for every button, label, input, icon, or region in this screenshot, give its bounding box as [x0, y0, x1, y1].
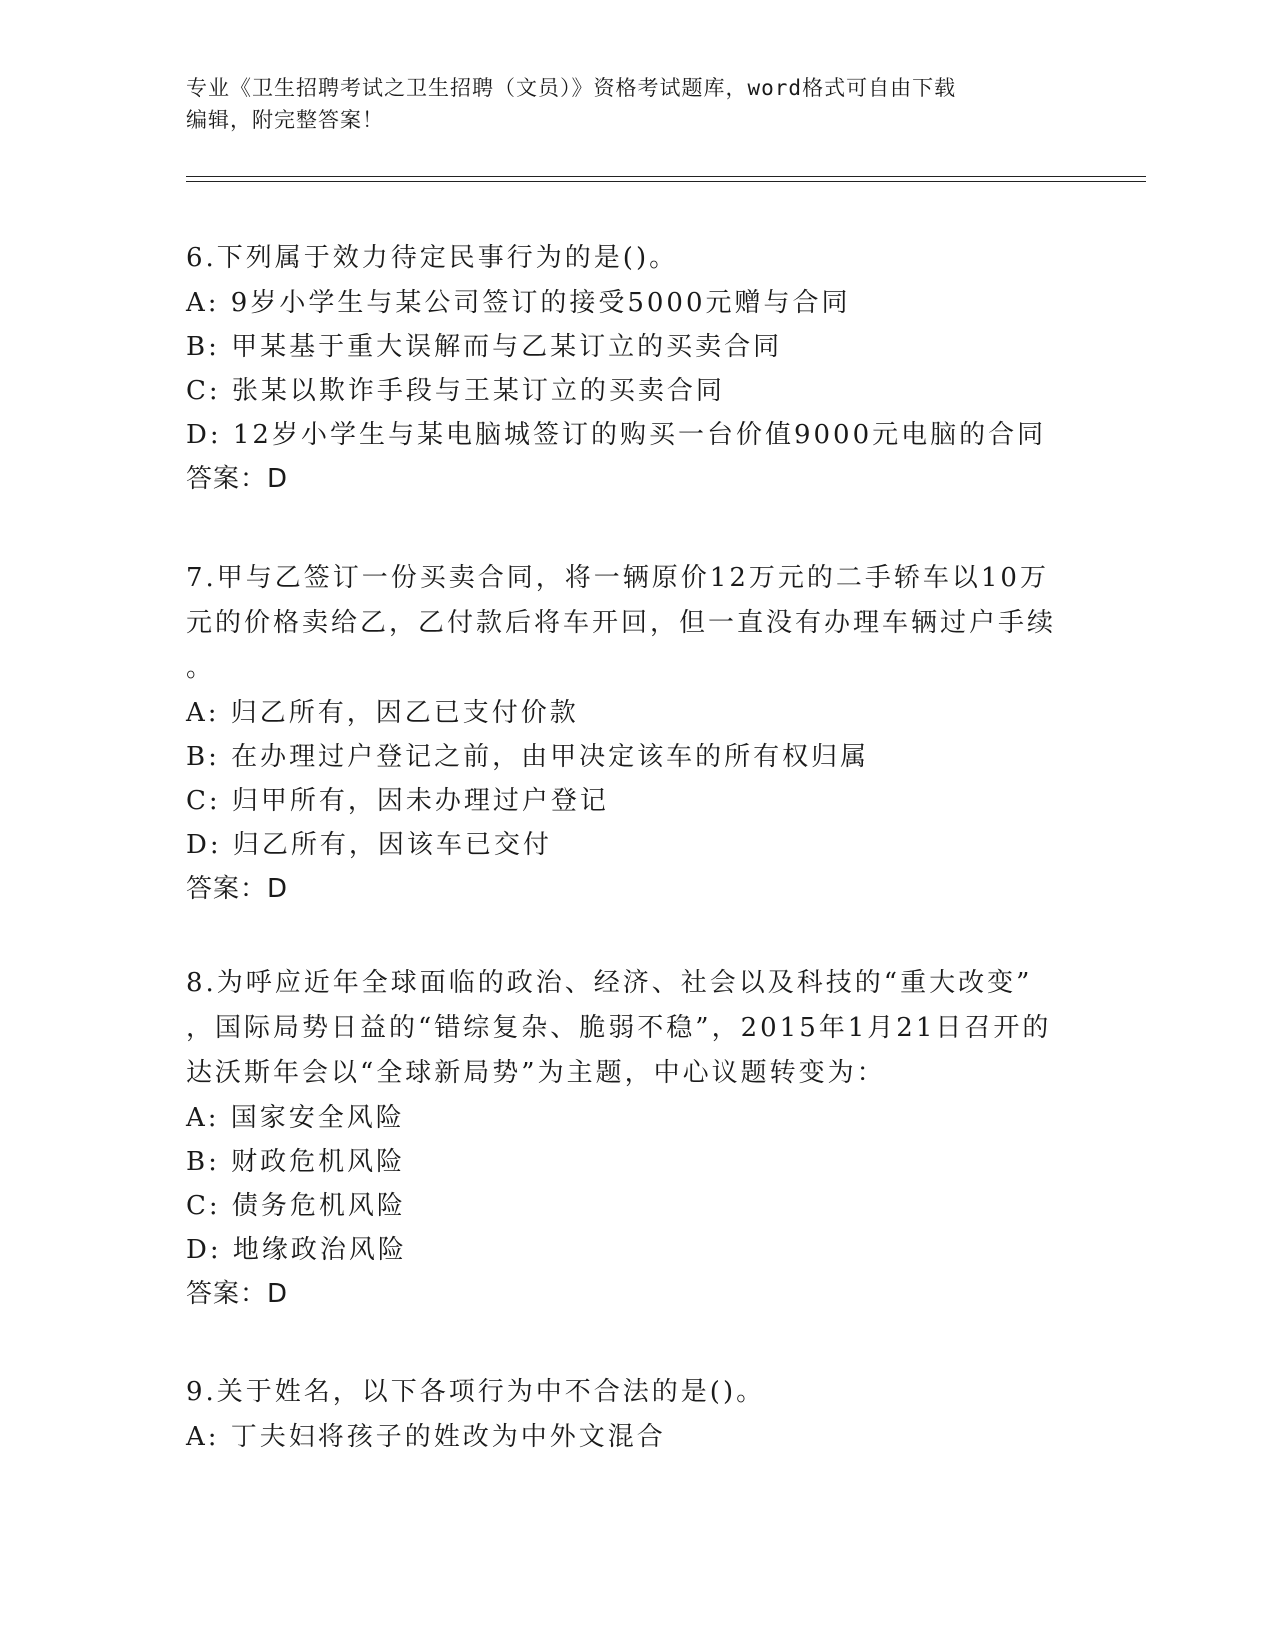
answer-line: 答案：D	[186, 874, 289, 904]
option-b: B: 在办理过户登记之前，由甲决定该车的所有权归属	[186, 742, 870, 772]
question-text: 9.关于姓名，以下各项行为中不合法的是()。	[186, 1377, 766, 1407]
document-header	[186, 72, 1066, 136]
header-divider	[186, 176, 1146, 177]
question-stem	[186, 556, 1086, 691]
option-a: A: 国家安全风险	[186, 1103, 405, 1133]
question-stem	[186, 236, 1086, 281]
option-b: B: 财政危机风险	[186, 1147, 406, 1177]
question-text: 7.甲与乙签订一份买卖合同，将一辆原价12万元的二手轿车以10万	[186, 563, 1049, 593]
question-text: 元的价格卖给乙，乙付款后将车开回，但一直没有办理车辆过户手续	[186, 608, 1057, 638]
question-block	[186, 556, 1086, 911]
question-text: 6.下列属于效力待定民事行为的是()。	[186, 243, 679, 273]
question-stem	[186, 961, 1086, 1096]
question-text: 。	[186, 653, 216, 683]
option-a: A: 归乙所有，因乙已支付价款	[186, 698, 579, 728]
question-block	[186, 961, 1086, 1316]
option-d: D: 地缘政治风险	[186, 1235, 407, 1265]
option-b: B: 甲某基于重大误解而与乙某订立的买卖合同	[186, 332, 783, 362]
answer-line: 答案：D	[186, 464, 289, 494]
question-block	[186, 1370, 1086, 1459]
header-line: 编辑，附完整答案！	[186, 108, 384, 132]
option-d: D: 12岁小学生与某电脑城签订的购买一台价值9000元电脑的合同	[186, 420, 1047, 450]
question-text: 8.为呼应近年全球面临的政治、经济、社会以及科技的“重大改变”	[186, 968, 1033, 998]
option-a: A: 9岁小学生与某公司签订的接受5000元赠与合同	[186, 288, 851, 318]
question-block	[186, 236, 1086, 501]
answer-line: 答案：D	[186, 1279, 289, 1309]
option-d: D: 归乙所有，因该车已交付	[186, 830, 552, 860]
header-divider	[186, 181, 1146, 182]
question-stem	[186, 1370, 1086, 1415]
option-c: C: 张某以欺诈手段与王某订立的买卖合同	[186, 376, 725, 406]
option-c: C: 归甲所有，因未办理过户登记	[186, 786, 609, 816]
option-c: C: 债务危机风险	[186, 1191, 406, 1221]
question-text: 达沃斯年会以“全球新局势”为主题，中心议题转变为：	[186, 1058, 886, 1088]
option-a: A: 丁夫妇将孩子的姓改为中外文混合	[186, 1422, 666, 1452]
header-line: 专业《卫生招聘考试之卫生招聘（文员）》资格考试题库，word格式可自由下载	[186, 76, 957, 100]
question-text: ，国际局势日益的“错综复杂、脆弱不稳”，2015年1月21日召开的	[186, 1013, 1052, 1043]
